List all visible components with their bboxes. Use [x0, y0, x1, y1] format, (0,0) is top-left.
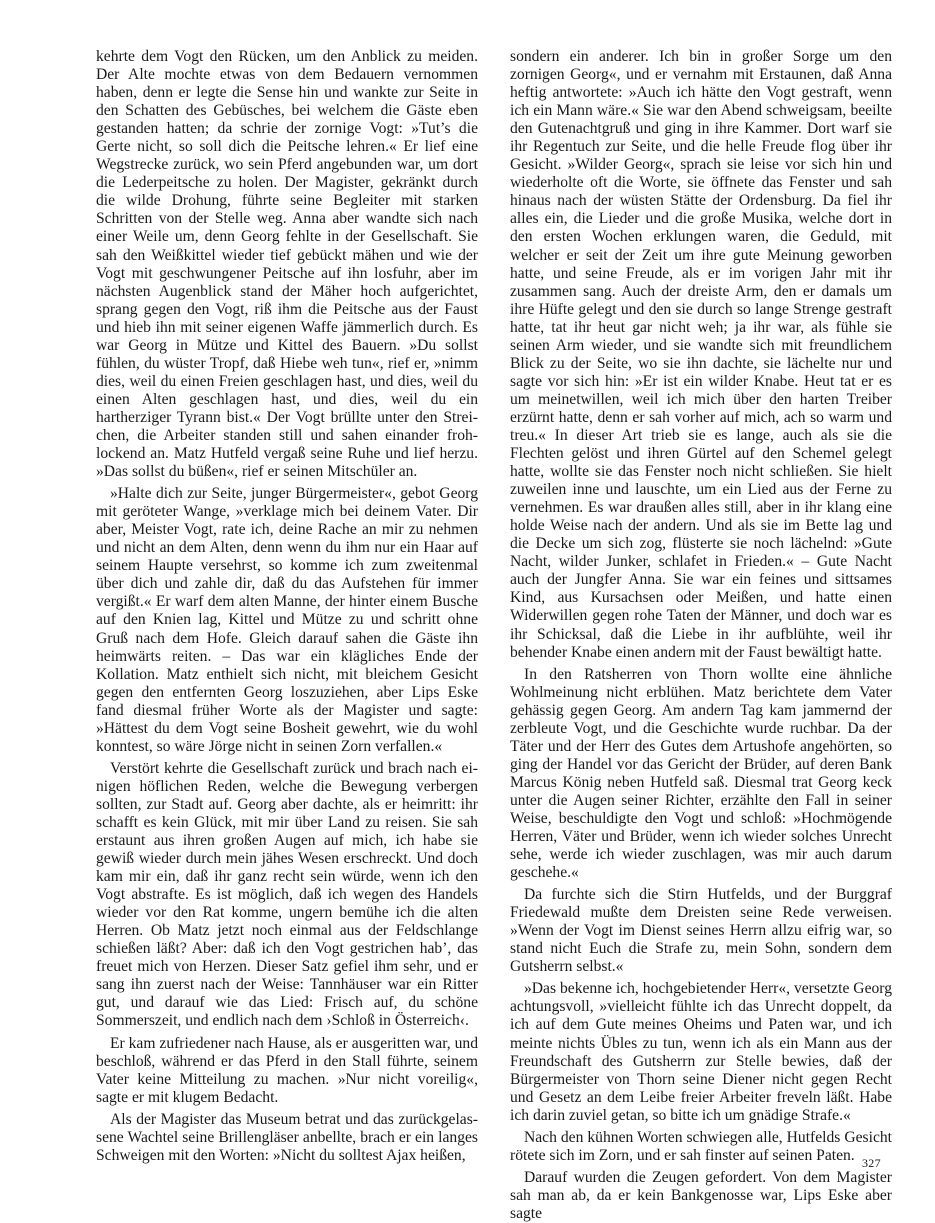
- paragraph: Da furchte sich die Stirn Hutfelds, und der Burggraf Friedewald mußte dem Dreisten seine Rede verweisen. »Wenn der Vogt im Dienst seines Herrn allzu eifrig war, so stand nicht Euch die Strafe zu, mein Sohn, sondern dem Gutsherrn selbst.«: [510, 886, 892, 976]
- page-number: 327: [862, 1156, 881, 1170]
- paragraph: »Das bekenne ich, hochgebietender Herr«, versetzte Georg achtungsvoll, »vielleicht fühlte ich das Unrecht doppelt, da ich auf dem Gute meines Oheims und Paten war, und ich meinte nichts Übles zu tun, wenn ich als ein Mann aus der Freundschaft des Gutsherrn zur Stelle bewies, daß der Bürgermeister von Thorn seine Diener nicht gegen Recht und Gesetz an dem Leibe freier Arbeiter freveln läßt. Habe ich darin zuviel getan, so bitte ich um gnädige Strafe.«: [510, 980, 892, 1124]
- paragraph: Darauf wurden die Zeugen gefordert. Von dem Magister sah man ab, da er kein Bankgenosse war, Lips Eske aber sagte: [510, 1168, 892, 1222]
- paragraph: »Halte dich zur Seite, junger Bürgermeister«, gebot Georg mit geröteter Wange, »verklage mich bei deinem Vater. Dir aber, Meister Vogt, rate ich, deine Rache an mir zu nehmen und nicht an dem Alten, denn wenn du ihm nur ein Haar auf seinem Haupte versehrst, so komme ich zum zweitenmal über dich und zahle dir, daß du das Aufstehen für immer vergißt.« Er warf dem alten Manne, der hinter einem Busche auf den Knien lag, Kittel und Mütze zu und schritt ohne Gruß nach dem Hofe. Gleich darauf sahen die Gäste ihn heimwärts reiten. – Das war ein klägliches Ende der Kollation. Matz enthielt sich nicht, mit bleichem Gesicht gegen den entfernten Georg loszuziehen, aber Lips Eske fand diesmal früher Worte als der Magister und sagte: »Hättest du dem Vogt seine Bosheit gewehrt, wie du wohl konntest, so wäre Jörge nicht in seinen Zorn verfallen.«: [96, 485, 478, 755]
- paragraph: In den Ratsherren von Thorn wollte eine ähnliche Wohlmeinung nicht erblühen. Matz berichtete dem Vater gehässig gegen Georg. Am andern Tag kam jammernd der zerbleute Vogt, und die Geschichte wurde ruchbar. Da der Täter und der Herr des Gutes dem Artushofe angehörten, so ging der Handel vor das Gericht der Brüder, auf deren Bank Marcus König neben Hutfeld saß. Diesmal trat Georg keck unter die Augen seiner Richter, erzählte den Fall in seiner Weise, beschuldigte den Vogt und schloß: »Hochmögende Herren, Väter und Brüder, wenn ich wieder solches Unrecht sehe, werde ich wieder zuschlagen, was mir auch darum geschehe.«: [510, 665, 892, 882]
- paragraph: Verstört kehrte die Gesellschaft zurück und brach nach einigen höflichen Reden, welche die Bewegung verbergen sollten, zur Stadt auf. Georg aber dachte, als er heimritt: ihr schafft es kein Glück, mit mir über Land zu reisen. Sie sah erstaunt aus ihren großen Augen auf mich, ich habe sie gewiß wieder durch mein jähes Wesen erschreckt. Und doch kam mir ein, daß ihr ganz recht sein würde, wenn ich den Vogt abstrafte. Es ist möglich, daß ich wegen des Handels wieder vor den Rat komme, ungern bemühe ich die alten Herren. Ob Matz jetzt noch einmal aus der Feldschlange schießen läßt? Aber: daß ich den Vogt gestrichen hab’, das freuet mich von Herzen. Dieser Satz gefiel ihm sehr, und er sang ihn zuerst nach der Weise: Tannhäuser war ein Ritter gut, und darauf wie das Lied: Frisch auf, du schöne Sommerszeit, und endlich nach dem ›Schloß in Österreich‹.: [96, 759, 478, 1030]
- paragraph: Er kam zufriedener nach Hause, als er ausgeritten war, und beschloß, während er das Pferd in den Stall führte, seinem Vater keine Mitteilung zu machen. »Nur nicht voreilig«, sagte er mit klugem Bedacht.: [96, 1034, 478, 1106]
- paragraph: kehrte dem Vogt den Rücken, um den Anblick zu meiden. Der Alte mochte etwas von dem Bedauern vernommen haben, denn er legte die Sense hin und wankte zur Seite in den Schatten des Gebüsches, bei welchem die Gäste eben gestanden hatten; da schrie der zornige Vogt: »Tut’s die Gerte nicht, so soll dich die Peitsche lehren.« Er lief eine Wegstrecke zurück, wo sein Pferd angebunden war, um dort die Lederpeitsche zu holen. Der Magister, gekränkt durch die wilde Drohung, führte seine Begleiter mit starken Schritten von der Stelle weg. Anna aber wandte sich nach einer Weile um, denn Georg fehlte in der Gesellschaft. Sie sah den Weißkittel wieder tief gebückt mähen und wie der Vogt mit geschwungener Peitsche auf ihn losfuhr, aber im nächsten Augenblick stand der Mäher hoch aufgerichtet, sprang gegen den Vogt, riß ihm die Peitsche aus der Faust und hieb ihn mit seiner eigenen Waffe jämmerlich durch. Es war Georg in Mütze und Kittel des Bauern. »Du sollst fühlen, du wüster Tropf, daß Hiebe weh tun«, rief er, »nimm dies, weil du einen Freien geschlagen hast, und dies, weil du einen Alten geschlagen hast, und dies, weil du ein hartherziger Tyrann bist.« Der Vogt brüllte unter den Streichen, die Arbeiter standen still und sahen einander frohlockend an. Matz Hutfeld vergaß seine Ruhe und lief herzu. »Das sollst du büßen«, rief er seinen Mitschüler an.: [96, 48, 478, 481]
- right-text-column: [510, 48, 892, 1223]
- paragraph: Nach den kühnen Worten schwiegen alle, Hutfelds Gesicht rötete sich im Zorn, und er sah finster auf seinen Paten.: [510, 1128, 892, 1164]
- paragraph: sondern ein anderer. Ich bin in großer Sorge um den zornigen Georg«, und er vernahm mit Erstaunen, daß Anna heftig antwortete: »Auch ich hätte den Vogt gestraft, wenn ich ein Mann wäre.« Sie war den Abend schweigsam, beeilte den Gutenachtgruß und ging in ihre Kammer. Dort warf sie ihr Regentuch zur Seite, und die helle Freude flog über ihr Gesicht. »Wilder Georg«, sprach sie leise vor sich hin und wiederholte oft die Worte, sie öffnete das Fenster und sah hinaus nach der wüsten Stätte der Ordensburg. Da fiel ihr alles ein, die Lieder und die große Musika, welche dort in den ersten Wochen erklungen waren, die Geduld, mit welcher er seit der Zeit um ihre gute Meinung geworben hatte, und seine Freude, als er im vorigen Jahr mit ihr zusammen sang. Auch der dreiste Arm, den er damals um ihre Hüfte gelegt und den sie durch so lange Strenge gestraft hatte, tat ihr heut gar nicht weh; ja ihr war, als fühle sie seinen Arm wieder, und sie wandte sich mit freundlichem Blick zu der Seite, wo sie ihn dachte, sie lächelte nur und sagte vor sich hin: »Er ist ein wilder Knabe. Heut tat er es um meinetwillen, weil ich mich über den harten Treiber erzürnt hatte, denn er sah vorher auf mich, ach so warm und treu.« In dieser Art trieb sie es lange, auch als sie die Flechten gelöst und ihren Gürtel auf den Schemel gelegt hatte, wollte sie das Fenster noch nicht schließen. Sie hielt zuweilen inne und lauschte, um ein Lied aus der Ferne zu vernehmen. Es war draußen alles still, aber in ihr klang eine holde Weise nach der andern. Und als sie im Bette lag und die Decke um sich zog, flüsterte sie noch lächelnd: »Gute Nacht, wilder Junker, schlafet in Frieden.« – Gute Nacht auch der Jungfer Anna. Sie war ein feines und sittsames Kind, aus Kursachsen oder Meißen, und hatte einen Widerwillen gegen rohe Taten der Männer, und doch war es ihr Schicksal, daß die Liebe in ihr aufblühte, weil ihr behender Knabe einen andern mit der Faust bewältigt hatte.: [510, 48, 892, 661]
- paragraph: Als der Magister das Museum betrat und das zurückgelassene Wachtel seine Brillengläser anbellte, brach er ein langes Schweigen mit den Worten: »Nicht du solltest Ajax heißen,: [96, 1110, 478, 1164]
- left-text-column: [96, 48, 478, 1165]
